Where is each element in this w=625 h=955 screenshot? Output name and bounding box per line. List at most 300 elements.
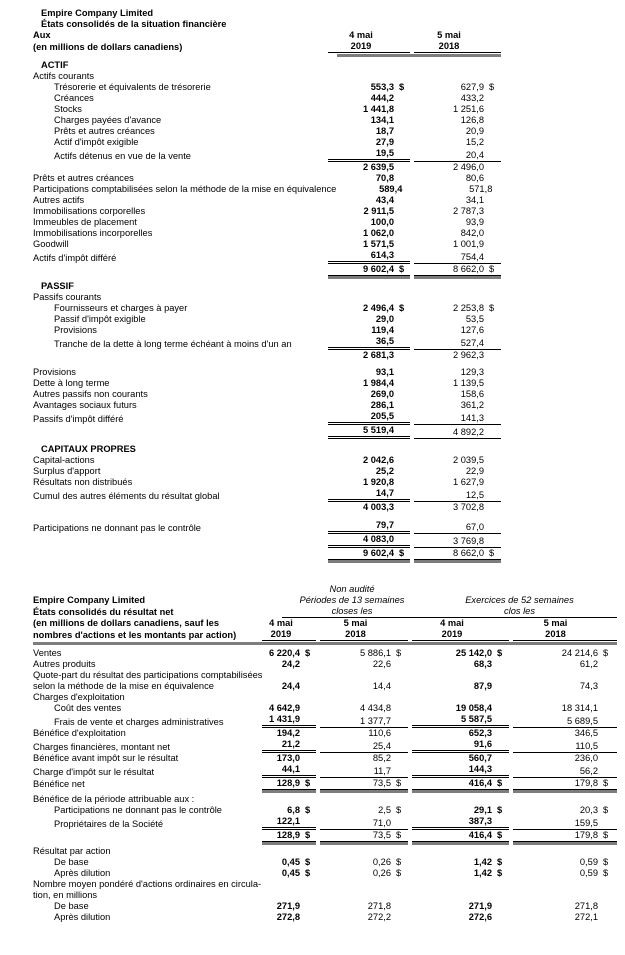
- cell-value: 22,6: [372, 659, 391, 669]
- currency-sign: [598, 752, 617, 753]
- currency-sign: [484, 424, 501, 425]
- cell-value: 4 434,8: [359, 703, 391, 713]
- currency-sign: [394, 159, 410, 162]
- currency-sign: [484, 501, 501, 502]
- table-row: [33, 239, 501, 250]
- currency-sign: [484, 349, 501, 350]
- currency-sign: $: [489, 303, 495, 313]
- cell-value: 20,4: [414, 150, 484, 162]
- cell-value: 6,8: [287, 805, 300, 815]
- cell-value: 553,3: [370, 82, 394, 92]
- row-label: Charges financières, montant net: [33, 742, 170, 752]
- cell-value: 159,5: [513, 818, 598, 830]
- currency-sign: $: [492, 778, 509, 790]
- column-spacer: [492, 640, 509, 641]
- cell-value: 122,1: [262, 816, 300, 830]
- cell-value: 627,9: [460, 82, 484, 92]
- cell-value: 5 519,4: [328, 425, 394, 439]
- column-header-year: 2019: [262, 629, 300, 641]
- cell-value: 25,4: [320, 741, 391, 753]
- period-group-52-weeks-ended: clos les: [422, 606, 617, 618]
- cell-value: 6 220,4: [268, 648, 300, 658]
- balance-sheet-header-row: [33, 41, 501, 53]
- table-row: [33, 325, 501, 336]
- currency-sign: $: [603, 648, 609, 658]
- table-row: [33, 292, 501, 303]
- row-label: De base: [54, 857, 89, 867]
- cell-value: 433,2: [460, 93, 484, 103]
- cell-value: 1 139,5: [452, 378, 484, 388]
- cell-value: 0,45: [281, 857, 300, 867]
- currency-sign: [394, 436, 410, 439]
- table-row: [33, 670, 617, 681]
- currency-sign: $: [305, 805, 311, 815]
- cell-value: 269,0: [370, 389, 394, 399]
- cell-value: 43,4: [375, 195, 394, 205]
- column-spacer: [300, 640, 316, 641]
- cell-value: 3 702,8: [452, 502, 484, 512]
- cell-value: 14,7: [328, 488, 394, 502]
- column-spacer: [484, 52, 501, 53]
- cell-value: 19,5: [328, 148, 394, 162]
- row-label: Résultats non distribués: [33, 477, 133, 487]
- cell-value: 68,3: [473, 659, 492, 669]
- row-label: Trésorerie et équivalents de trésorerie: [54, 82, 211, 92]
- currency-sign: $: [492, 830, 509, 842]
- cell-value: 2 496,0: [452, 162, 484, 172]
- cell-value: 85,2: [372, 753, 391, 763]
- cell-value: 19 058,4: [455, 703, 492, 713]
- row-label: Ventes: [33, 648, 62, 658]
- currency-sign: $: [399, 82, 405, 92]
- table-row: [33, 764, 617, 778]
- cell-value: 1,42: [473, 868, 492, 878]
- column-spacer: [598, 640, 617, 641]
- cell-value: 9 602,4: [328, 264, 394, 276]
- column-header-year: 2019: [412, 629, 492, 641]
- currency-sign: $: [603, 805, 609, 815]
- row-label: Charges payées d'avance: [54, 115, 162, 125]
- cell-value: 2 962,3: [452, 350, 484, 360]
- cell-value: 1 001,9: [452, 239, 484, 249]
- cell-value: 53,5: [465, 314, 484, 324]
- table-row: [33, 466, 501, 477]
- balance-sheet-header-row: [33, 19, 501, 30]
- column-spacer: [391, 640, 408, 641]
- cell-value: 73,5: [320, 778, 391, 790]
- cell-value: 56,2: [513, 766, 598, 778]
- period-group-13-weeks: Périodes de 13 semaines: [299, 595, 405, 605]
- currency-sign: [492, 725, 509, 728]
- table-row: [33, 195, 501, 206]
- cell-value: 22,9: [465, 466, 484, 476]
- currency-sign: [492, 750, 509, 753]
- table-row-total: [33, 264, 501, 276]
- cell-value: 614,3: [328, 250, 394, 264]
- table-row: [33, 314, 501, 325]
- cell-value: 2 253,8: [452, 303, 484, 313]
- as-at-label: Aux: [33, 30, 51, 40]
- income-statement: [33, 584, 617, 923]
- period-group-13-weeks-ended: closes les: [282, 606, 422, 618]
- row-label: Fournisseurs et charges à payer: [54, 303, 188, 313]
- table-row: [33, 137, 501, 148]
- row-label: Autres passifs non courants: [33, 389, 148, 399]
- table-row: [33, 477, 501, 488]
- currency-sign: $: [603, 868, 609, 878]
- currency-sign: $: [391, 830, 408, 842]
- table-row: [33, 890, 617, 901]
- cell-value: 527,4: [414, 338, 484, 350]
- cell-value: 286,1: [370, 400, 394, 410]
- cell-value: 2 042,6: [362, 455, 394, 465]
- currency-sign: $: [489, 82, 495, 92]
- row-label: Dette à long terme: [33, 378, 110, 388]
- cell-value: 127,6: [460, 325, 484, 335]
- column-header-year: 2018: [513, 629, 598, 641]
- cell-value: 8 662,0: [414, 264, 484, 276]
- cell-value: 272,1: [574, 912, 598, 922]
- cell-value: 1 377,7: [320, 716, 391, 728]
- row-label: Charge d'impôt sur le résultat: [33, 767, 155, 777]
- row-label: Cumul des autres éléments du résultat global: [33, 491, 220, 501]
- currency-sign: $: [484, 264, 501, 276]
- cell-value: 128,9: [262, 830, 300, 842]
- table-row: [33, 82, 501, 93]
- currency-sign: $: [305, 868, 311, 878]
- cell-value: 2 496,4: [362, 303, 394, 313]
- row-label: Surplus d'apport: [33, 466, 101, 476]
- cell-value: 236,0: [574, 753, 598, 763]
- row-label: Actifs d'impôt différé: [33, 253, 117, 263]
- cell-value: 14,4: [372, 681, 391, 691]
- cell-value: 1,42: [473, 857, 492, 867]
- table-row: [33, 250, 501, 264]
- units-label: (en millions de dollars canadiens): [33, 42, 183, 52]
- row-label: Charges d'exploitation: [33, 692, 125, 702]
- row-label: Bénéfice net: [33, 779, 85, 789]
- row-label: Passifs d'impôt différé: [33, 414, 124, 424]
- cell-value: 0,59: [579, 868, 598, 878]
- cell-value: 110,6: [368, 728, 391, 738]
- cell-value: 416,4: [412, 778, 492, 790]
- table-row: [33, 71, 501, 82]
- cell-value: 272,8: [276, 912, 300, 922]
- cell-value: 134,1: [370, 115, 394, 125]
- cell-value: 12,5: [414, 490, 484, 502]
- table-row: [33, 714, 617, 728]
- cell-value: 2 681,3: [362, 350, 394, 360]
- cell-value: 61,2: [579, 659, 598, 669]
- cell-value: 271,8: [367, 901, 391, 911]
- cell-value: 11,7: [320, 766, 391, 778]
- table-row: [33, 681, 617, 692]
- cell-value: 271,9: [276, 901, 300, 911]
- income-statement-header-row: [33, 584, 617, 595]
- header-rule: [33, 642, 617, 645]
- cell-value: 0,26: [372, 857, 391, 867]
- row-label: Après dilution: [54, 868, 111, 878]
- cell-value: 20,3: [579, 805, 598, 815]
- table-row: [33, 60, 501, 71]
- cell-value: 0,59: [579, 857, 598, 867]
- cell-value: 179,8: [513, 830, 598, 842]
- currency-sign: $: [497, 857, 503, 867]
- column-header-year: 2019: [328, 41, 394, 53]
- currency-sign: $: [396, 805, 402, 815]
- company-name: Empire Company Limited: [33, 595, 146, 605]
- table-row: [33, 389, 501, 400]
- currency-sign: [394, 531, 410, 534]
- income-statement-header-row: [33, 595, 617, 606]
- table-row: [33, 692, 617, 703]
- currency-sign: $: [598, 830, 617, 842]
- cell-value: 842,0: [460, 228, 484, 238]
- cell-value: 2 911,5: [363, 206, 394, 216]
- row-label: Autres actifs: [33, 195, 85, 205]
- cell-value: 93,1: [375, 367, 394, 377]
- cell-value: 15,2: [465, 137, 484, 147]
- row-label: Participations ne donnant pas le contrôle: [54, 805, 222, 815]
- currency-sign: $: [598, 778, 617, 790]
- row-label: CAPITAUX PROPRES: [41, 444, 136, 454]
- cell-value: 73,5: [320, 830, 391, 842]
- table-row: [33, 488, 501, 502]
- row-label: Stocks: [54, 104, 82, 114]
- cell-value: 79,7: [328, 520, 394, 534]
- row-label: Capital-actions: [33, 455, 95, 465]
- cell-value: 8 662,0: [414, 548, 484, 560]
- cell-value: 1 431,9: [262, 714, 300, 728]
- column-header-month: 4 mai: [349, 30, 373, 40]
- row-label: Actif d'impôt exigible: [54, 137, 139, 147]
- cell-value: 2 639,5: [362, 162, 394, 172]
- table-row: [33, 217, 501, 228]
- cell-value: 128,9: [262, 778, 300, 790]
- balance-sheet-body: [33, 60, 501, 560]
- cell-value: 0,45: [281, 868, 300, 878]
- currency-sign: $: [394, 548, 410, 560]
- cell-value: 1 062,0: [362, 228, 394, 238]
- income-statement-body: [33, 648, 617, 923]
- row-label: Prêts et autres créances: [54, 126, 155, 136]
- row-label: Goodwill: [33, 239, 69, 249]
- cell-value: 271,9: [468, 901, 492, 911]
- cell-value: 1 627,9: [452, 477, 484, 487]
- currency-sign: $: [497, 648, 503, 658]
- table-row: [33, 336, 501, 350]
- cell-value: 158,6: [460, 389, 484, 399]
- income-statement-header-row: [33, 629, 617, 641]
- row-label: Avantages sociaux futurs: [33, 400, 137, 410]
- table-row: [33, 184, 501, 195]
- row-label: Résultat par action: [33, 846, 111, 856]
- currency-sign: $: [396, 648, 402, 658]
- cell-value: 5 689,5: [513, 716, 598, 728]
- row-label: Prêts et autres créances: [33, 173, 134, 183]
- table-row: [33, 303, 501, 314]
- row-label: selon la méthode de la mise en équivalence: [33, 681, 214, 691]
- cell-value: 2 787,3: [452, 206, 484, 216]
- cell-value: 44,1: [262, 764, 300, 778]
- table-row: [33, 753, 617, 764]
- cell-value: 36,5: [328, 336, 394, 350]
- table-row: [33, 816, 617, 830]
- table-row: [33, 805, 617, 816]
- cell-value: 25 142,0: [455, 648, 492, 658]
- table-row: [33, 728, 617, 739]
- table-row: [33, 455, 501, 466]
- table-row: [33, 520, 501, 534]
- row-label: Immeubles de placement: [33, 217, 137, 227]
- cell-value: 21,2: [262, 739, 300, 753]
- cell-value: 5 587,5: [412, 714, 492, 728]
- row-label: Tranche de la dette à long terme échéant à moins d'un an: [54, 339, 292, 349]
- table-row: [33, 857, 617, 868]
- row-label: tion, en millions: [33, 890, 98, 900]
- currency-sign: $: [399, 303, 405, 313]
- cell-value: 29,1: [473, 805, 492, 815]
- table-row-total: [33, 162, 501, 173]
- cell-value: 27,9: [375, 137, 394, 147]
- currency-sign: $: [396, 857, 402, 867]
- row-label: Coût des ventes: [54, 703, 122, 713]
- cell-value: 1 251,6: [452, 104, 484, 114]
- cell-value: 589,4: [379, 184, 403, 194]
- currency-sign: $: [603, 857, 609, 867]
- cell-value: 71,0: [320, 818, 391, 830]
- cell-value: 652,3: [468, 728, 492, 738]
- cell-value: 571,8: [469, 184, 493, 194]
- currency-sign: [394, 347, 410, 350]
- cell-value: 74,3: [579, 681, 598, 691]
- cell-value: 129,3: [460, 367, 484, 377]
- cell-value: 194,2: [276, 728, 300, 738]
- row-label: Bénéfice d'exploitation: [33, 728, 126, 738]
- currency-sign: $: [391, 778, 408, 790]
- table-row-total: [33, 502, 501, 513]
- table-row: [33, 411, 501, 425]
- cell-value: 144,3: [412, 764, 492, 778]
- cell-value: 1 571,5: [362, 239, 394, 249]
- table-row: [33, 846, 617, 857]
- table-row-total: [33, 425, 501, 439]
- cell-value: 91,6: [412, 739, 492, 753]
- table-row: [33, 104, 501, 115]
- cell-value: 24,2: [281, 659, 300, 669]
- cell-value: 387,3: [412, 816, 492, 830]
- units-label-line2: nombres d'actions et les montants par action): [33, 630, 237, 640]
- row-label: Bénéfice avant impôt sur le résultat: [33, 753, 179, 763]
- table-row-total: [33, 534, 501, 548]
- cell-value: 271,8: [574, 901, 598, 911]
- cell-value: 179,8: [513, 778, 598, 790]
- cell-value: 24 214,6: [561, 648, 598, 658]
- table-row-total: [33, 350, 501, 361]
- cell-value: 754,4: [414, 252, 484, 264]
- table-row: [33, 659, 617, 670]
- table-row: [33, 648, 617, 659]
- row-label: Bénéfice de la période attribuable aux :: [33, 794, 195, 804]
- row-label: Provisions: [33, 367, 76, 377]
- cell-value: 2 039,5: [452, 455, 484, 465]
- row-label: Actifs détenus en vue de la vente: [54, 151, 191, 161]
- row-label: Participations ne donnant pas le contrôle: [33, 523, 201, 533]
- row-label: Quote-part du résultat des participations comptabilisées: [33, 670, 263, 680]
- column-spacer: [394, 52, 410, 53]
- table-row: [33, 148, 501, 162]
- cell-value: 126,8: [460, 115, 484, 125]
- table-row: [33, 400, 501, 411]
- cell-value: 100,0: [370, 217, 394, 227]
- row-label: Provisions: [54, 325, 97, 335]
- table-row: [33, 444, 501, 455]
- column-header-year: 2018: [414, 41, 484, 53]
- column-header-month: 5 mai: [343, 618, 368, 628]
- row-label: Autres produits: [33, 659, 96, 669]
- row-label: Après dilution: [54, 912, 111, 922]
- cell-value: 20,9: [465, 126, 484, 136]
- currency-sign: [484, 438, 501, 439]
- row-label: Immobilisations incorporelles: [33, 228, 153, 238]
- cell-value: 141,3: [414, 413, 484, 425]
- cell-value: 18 314,1: [561, 703, 598, 713]
- cell-value: 9 602,4: [328, 548, 394, 560]
- table-row: [33, 115, 501, 126]
- table-row: [33, 206, 501, 217]
- currency-sign: [484, 533, 501, 534]
- currency-sign: [300, 725, 316, 728]
- table-row-total: [33, 830, 617, 842]
- row-label: Créances: [54, 93, 94, 103]
- currency-sign: [598, 727, 617, 728]
- cell-value: 0,26: [372, 868, 391, 878]
- row-label: Propriétaires de la Société: [54, 819, 164, 829]
- row-label: Nombre moyen pondéré d'actions ordinaires en circula-: [33, 879, 262, 889]
- cell-value: 25,2: [375, 466, 394, 476]
- cell-value: 4 642,9: [268, 703, 300, 713]
- company-name: Empire Company Limited: [41, 8, 154, 18]
- row-label: Passifs courants: [33, 292, 102, 302]
- balance-sheet-header-row: [33, 8, 501, 19]
- currency-sign: $: [394, 264, 410, 276]
- cell-value: 173,0: [276, 753, 300, 763]
- table-row: [33, 93, 501, 104]
- column-header-month: 5 mai: [543, 618, 568, 628]
- column-header-month: 5 mai: [437, 30, 461, 40]
- table-row: [33, 912, 617, 923]
- table-row: [33, 281, 501, 292]
- table-row: [33, 173, 501, 184]
- row-label: Actifs courants: [33, 71, 94, 81]
- cell-value: 4 892,2: [414, 427, 484, 439]
- cell-value: 5 886,1: [359, 648, 391, 658]
- cell-value: 93,9: [465, 217, 484, 227]
- currency-sign: [391, 727, 408, 728]
- table-row: [33, 126, 501, 137]
- table-row-total: [33, 548, 501, 560]
- table-row: [33, 794, 617, 805]
- cell-value: 346,5: [574, 728, 598, 738]
- cell-value: 119,4: [371, 325, 394, 335]
- cell-value: 205,5: [328, 411, 394, 425]
- cell-value: 1 441,8: [362, 104, 394, 114]
- unaudited-label: Non audité: [329, 584, 375, 594]
- cell-value: 560,7: [468, 753, 492, 763]
- row-label: Participations comptabilisées selon la méthode de la mise en équivalence: [33, 184, 337, 194]
- cell-value: 24,4: [281, 681, 300, 691]
- header-rule: [337, 54, 501, 57]
